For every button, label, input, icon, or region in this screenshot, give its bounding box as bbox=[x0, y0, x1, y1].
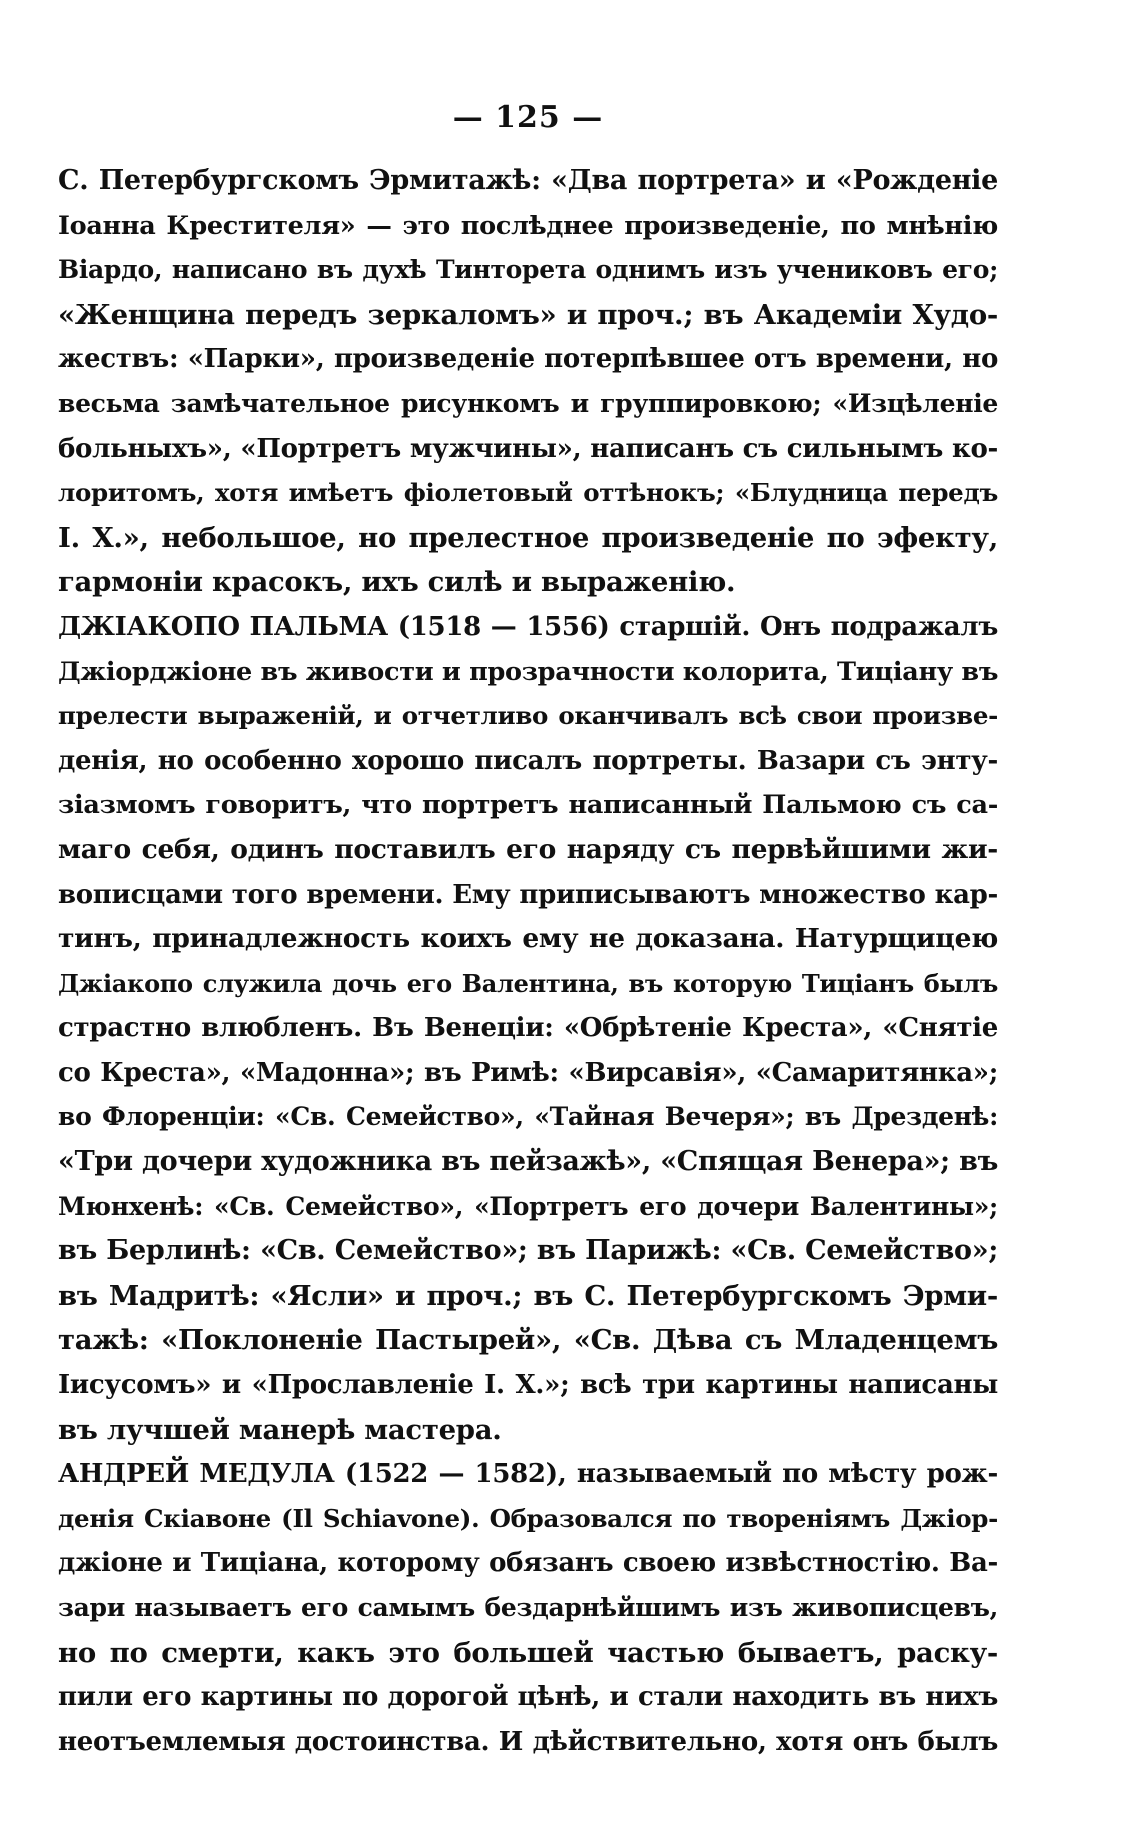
text-line: страстно влюбленъ. Въ Венеціи: «Обрѣтеніе Креста», «Снятіе bbox=[58, 1013, 998, 1044]
paragraph-1 bbox=[58, 159, 998, 605]
text-line: зіазмомъ говоритъ, что портретъ написанный Пальмою съ са- bbox=[58, 790, 998, 821]
text-line: въ Мадритѣ: «Ясли» и проч.; въ С. Петербургскомъ Эрми- bbox=[58, 1279, 998, 1312]
text-line: жествъ: «Парки», произведеніе потерпѣвшее отъ времени, но bbox=[58, 344, 998, 375]
text-line: Джіакопо служила дочь его Валентина, въ которую Тиціанъ былъ bbox=[58, 968, 998, 998]
text-line: маго себя, одинъ поставилъ его наряду съ первѣйшими жи- bbox=[58, 833, 998, 865]
text-line: Іоанна Крестителя» — это послѣднее произведеніе, по мнѣнію bbox=[58, 210, 998, 241]
text-line: весьма замѣчательное рисункомъ и группировкою; «Изцѣленіе bbox=[58, 388, 998, 418]
text-line: прелести выраженій, и отчетливо оканчивалъ всѣ свои произве- bbox=[58, 701, 998, 731]
text-line: вописцами того времени. Ему приписываютъ множество кар- bbox=[58, 879, 998, 910]
text-line: АНДРЕЙ МЕДУЛА (1522 — 1582), называемый по мѣсту рож- bbox=[58, 1459, 998, 1490]
text-line: Джіорджіоне въ живости и прозрачности колорита, Тиціану въ bbox=[58, 656, 998, 687]
text-line: въ Берлинѣ: «Св. Семейство»; въ Парижѣ: «Св. Семейство»; bbox=[58, 1235, 998, 1267]
text-line: Віардо, написано въ духѣ Тинторета однимъ изъ учениковъ его; bbox=[58, 255, 998, 285]
document-page bbox=[58, 100, 998, 1764]
paragraph-3 bbox=[58, 1452, 998, 1764]
text-line: со Креста», «Мадонна»; въ Римѣ: «Вирсавія», «Самаритянка»; bbox=[58, 1057, 998, 1088]
text-line: зари называетъ его самымъ бездарнѣйшимъ изъ живописцевъ, bbox=[58, 1593, 998, 1622]
text-line: І. Х.», небольшое, но прелестное произведеніе по эфекту, bbox=[58, 521, 998, 554]
text-line: тинъ, принадлежность коихъ ему не доказана. Натурщицею bbox=[58, 923, 998, 955]
text-line: «Женщина передъ зеркаломъ» и проч.; въ Академіи Худо- bbox=[58, 298, 998, 331]
text-line: С. Петербургскомъ Эрмитажѣ: «Два портрета» и «Рожденіе bbox=[58, 165, 998, 196]
page-number: — 125 — bbox=[452, 100, 604, 135]
paragraph-2 bbox=[58, 605, 998, 1452]
text-line: Іисусомъ» и «Прославленіе І. Х.»; всѣ три картины написаны bbox=[58, 1370, 998, 1401]
text-line: тажѣ: «Поклоненіе Пастырей», «Св. Дѣва съ Младенцемъ bbox=[58, 1324, 998, 1357]
text-line: пили его картины по дорогой цѣнѣ, и стали находить въ нихъ bbox=[58, 1682, 998, 1713]
text-line: ДЖІАКОПО ПАЛЬМА (1518 — 1556) старшій. Онъ подражалъ bbox=[58, 611, 998, 642]
text-line: неотъемлемыя достоинства. И дѣйствительно, хотя онъ былъ bbox=[58, 1726, 998, 1757]
text-line: лоритомъ, хотя имѣетъ фіолетовый оттѣнокъ; «Блудница передъ bbox=[58, 478, 998, 508]
text-line: джіоне и Тиціана, которому обязанъ своею извѣстностію. Ва- bbox=[58, 1548, 998, 1579]
text-line: больныхъ», «Портретъ мужчины», написанъ съ сильнымъ ко- bbox=[58, 433, 998, 464]
text-line: но по смерти, какъ это большей частью бываетъ, раску- bbox=[58, 1636, 998, 1669]
text-line: въ лучшей манерѣ мастера. bbox=[58, 1413, 502, 1446]
text-line: денія Скіавоне (Il Schiavone). Образовался по твореніямъ Джіор- bbox=[58, 1503, 998, 1533]
text-line: Мюнхенѣ: «Св. Семейство», «Портретъ его дочери Валентины»; bbox=[58, 1191, 998, 1221]
text-line: денія, но особенно хорошо писалъ портреты. Вазари съ энту- bbox=[58, 745, 998, 776]
text-line: гармоніи красокъ, ихъ силѣ и выраженію. bbox=[58, 566, 736, 599]
text-line: «Три дочери художника въ пейзажѣ», «Спящая Венера»; въ bbox=[58, 1146, 998, 1178]
text-line: во Флоренціи: «Св. Семейство», «Тайная Вечеря»; въ Дрезденѣ: bbox=[58, 1102, 998, 1132]
